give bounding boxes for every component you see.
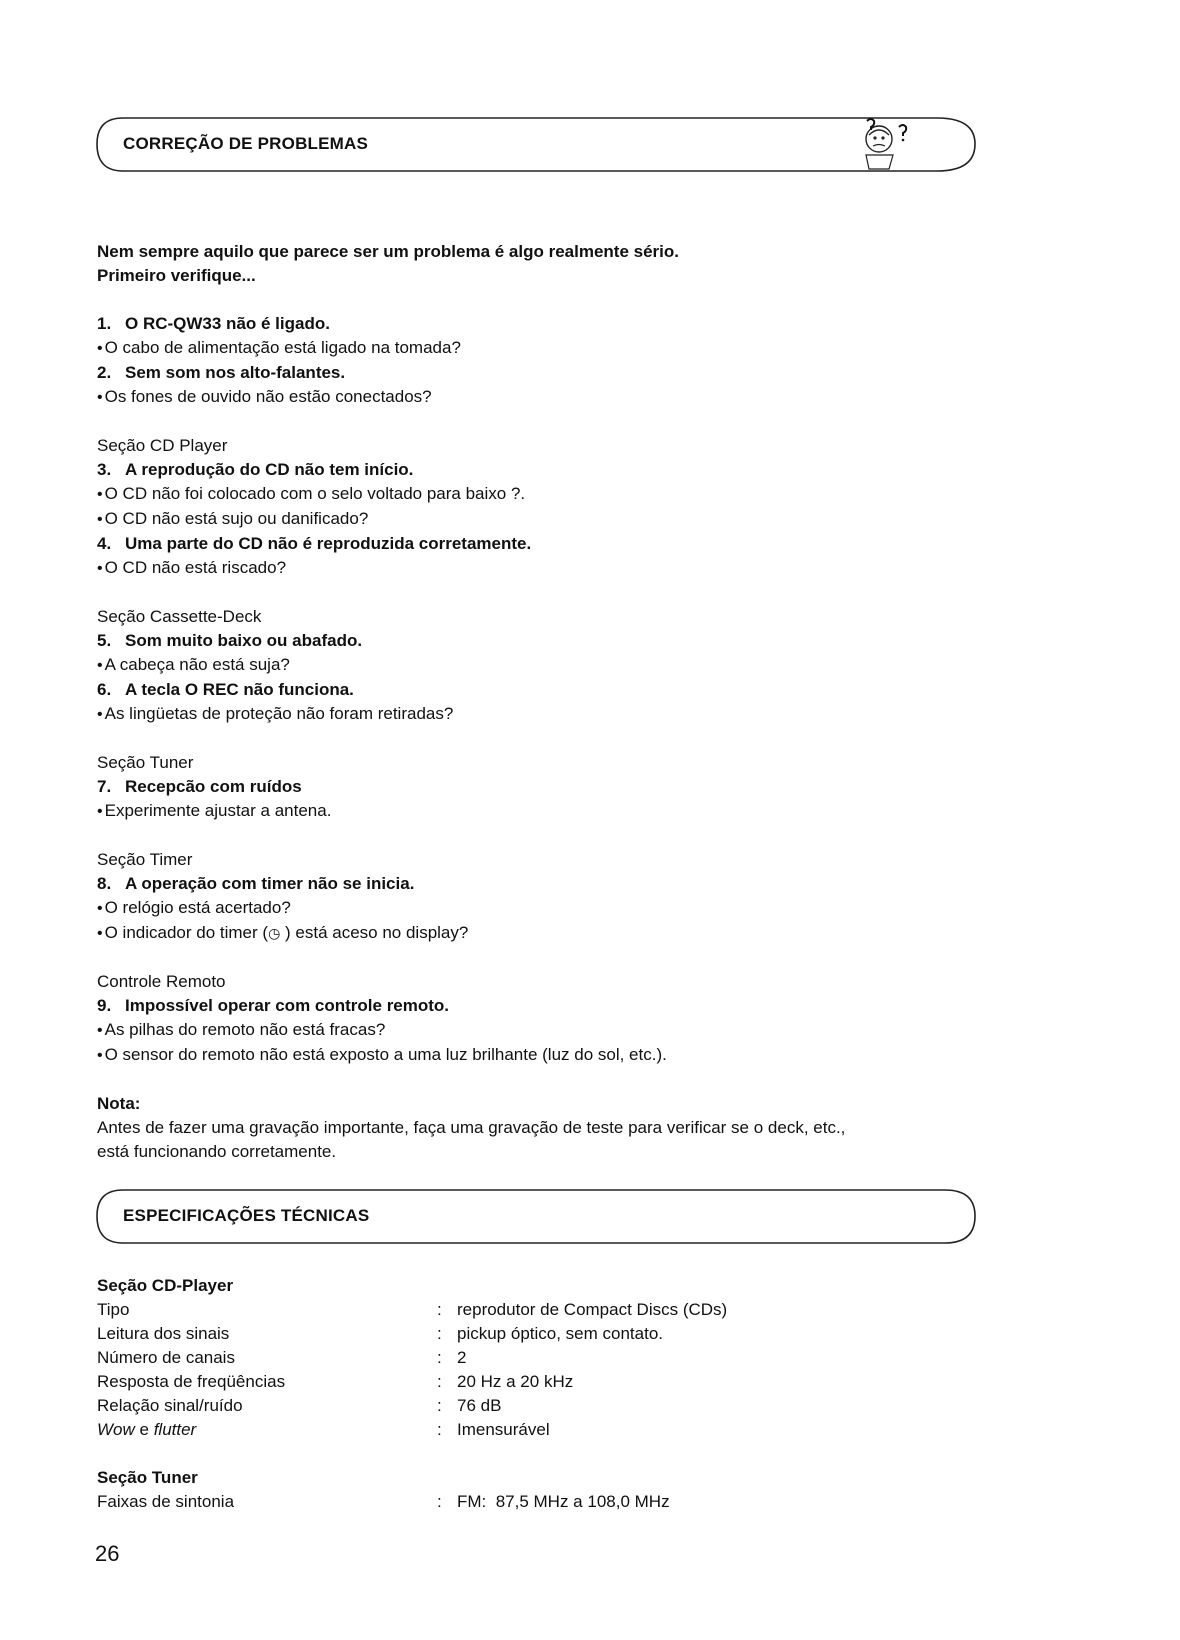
spec-row: Resposta de freqüências : 20 Hz a 20 kHz <box>97 1372 574 1391</box>
check-7-1: • Experimente ajustar a antena. <box>97 799 1017 824</box>
problem-9: 9. Impossível operar com controle remoto. <box>97 996 450 1015</box>
problem-1: 1. O RC-QW33 não é ligado. <box>97 314 330 333</box>
check-1-1: • O cabo de alimentação está ligado na tomada? <box>97 336 1017 361</box>
spec-row: Leitura dos sinais : pickup óptico, sem contato. <box>97 1324 664 1343</box>
spec-row: Tipo : reprodutor de Compact Discs (CDs) <box>97 1300 728 1319</box>
problem-7: 7. Recepcão com ruídos <box>97 777 302 796</box>
note-line-2: está funcionando corretamente. <box>97 1142 337 1161</box>
spec-row-wow-flutter: Wow e flutter : Imensurável <box>97 1420 550 1439</box>
cassette-section-heading: Seção Cassette-Deck <box>97 607 262 626</box>
spec-tuner-heading: Seção Tuner <box>97 1468 198 1487</box>
check-2-1: • Os fones de ouvido não estão conectados? <box>97 385 1017 410</box>
spec-row: Relação sinal/ruído : 76 dB <box>97 1396 502 1415</box>
spec-row: Número de canais : 2 <box>97 1348 467 1367</box>
problem-4: 4. Uma parte do CD não é reproduzida corretamente. <box>97 534 532 553</box>
check-5-1: • A cabeça não está suja? <box>97 653 1017 678</box>
remote-section-heading: Controle Remoto <box>97 972 226 991</box>
troubleshooting-body <box>97 240 1017 1164</box>
specifications-title: ESPECIFICAÇÕES TÉCNICAS <box>123 1206 370 1225</box>
check-9-2: • O sensor do remoto não está exposto a uma luz brilhante (luz do sol, etc.). <box>97 1043 1017 1068</box>
check-8-1: • O relógio está acertado? <box>97 896 1017 921</box>
problem-6: 6. A tecla O REC não funciona. <box>97 680 354 699</box>
check-8-2: • O indicador do timer (◷ ) está aceso no display? <box>97 921 1017 946</box>
tuner-section-heading: Seção Tuner <box>97 753 194 772</box>
confused-person-icon <box>866 119 906 169</box>
specifications-header <box>95 1187 1010 1243</box>
check-3-2: • O CD não está sujo ou danificado? <box>97 507 1017 532</box>
check-4-1: • O CD não está riscado? <box>97 556 1017 581</box>
clock-icon: ◷ <box>268 925 281 941</box>
check-3-1: • O CD não foi colocado com o selo voltado para baixo ?. <box>97 482 1017 507</box>
check-9-1: • As pilhas do remoto não está fracas? <box>97 1018 1017 1043</box>
spec-row: Faixas de sintonia : FM: 87,5 MHz a 108,0 MHz <box>97 1492 670 1511</box>
spec-cd-heading: Seção CD-Player <box>97 1276 234 1295</box>
page-number: 26 <box>95 1541 120 1566</box>
intro-line-2: Primeiro verifique... <box>97 266 256 285</box>
cd-section-heading: Seção CD Player <box>97 436 228 455</box>
problem-8: 8. A operação com timer não se inicia. <box>97 874 415 893</box>
intro-line-1: Nem sempre aquilo que parece ser um problema é algo realmente sério. <box>97 242 679 261</box>
problem-3: 3. A reprodução do CD não tem início. <box>97 460 414 479</box>
problem-5: 5. Som muito baixo ou abafado. <box>97 631 363 650</box>
timer-section-heading: Seção Timer <box>97 850 193 869</box>
troubleshooting-title: CORREÇÃO DE PROBLEMAS <box>123 134 369 153</box>
check-6-1: • As lingüetas de proteção não foram retiradas? <box>97 702 1017 727</box>
problem-2: 2. Sem som nos alto-falantes. <box>97 363 346 382</box>
note-line-1: Antes de fazer uma gravação importante, faça uma gravação de teste para verificar se o deck, etc., <box>97 1118 846 1137</box>
note-label: Nota: <box>97 1094 141 1113</box>
specifications-body <box>97 1274 1017 1514</box>
troubleshooting-header <box>95 115 1010 171</box>
